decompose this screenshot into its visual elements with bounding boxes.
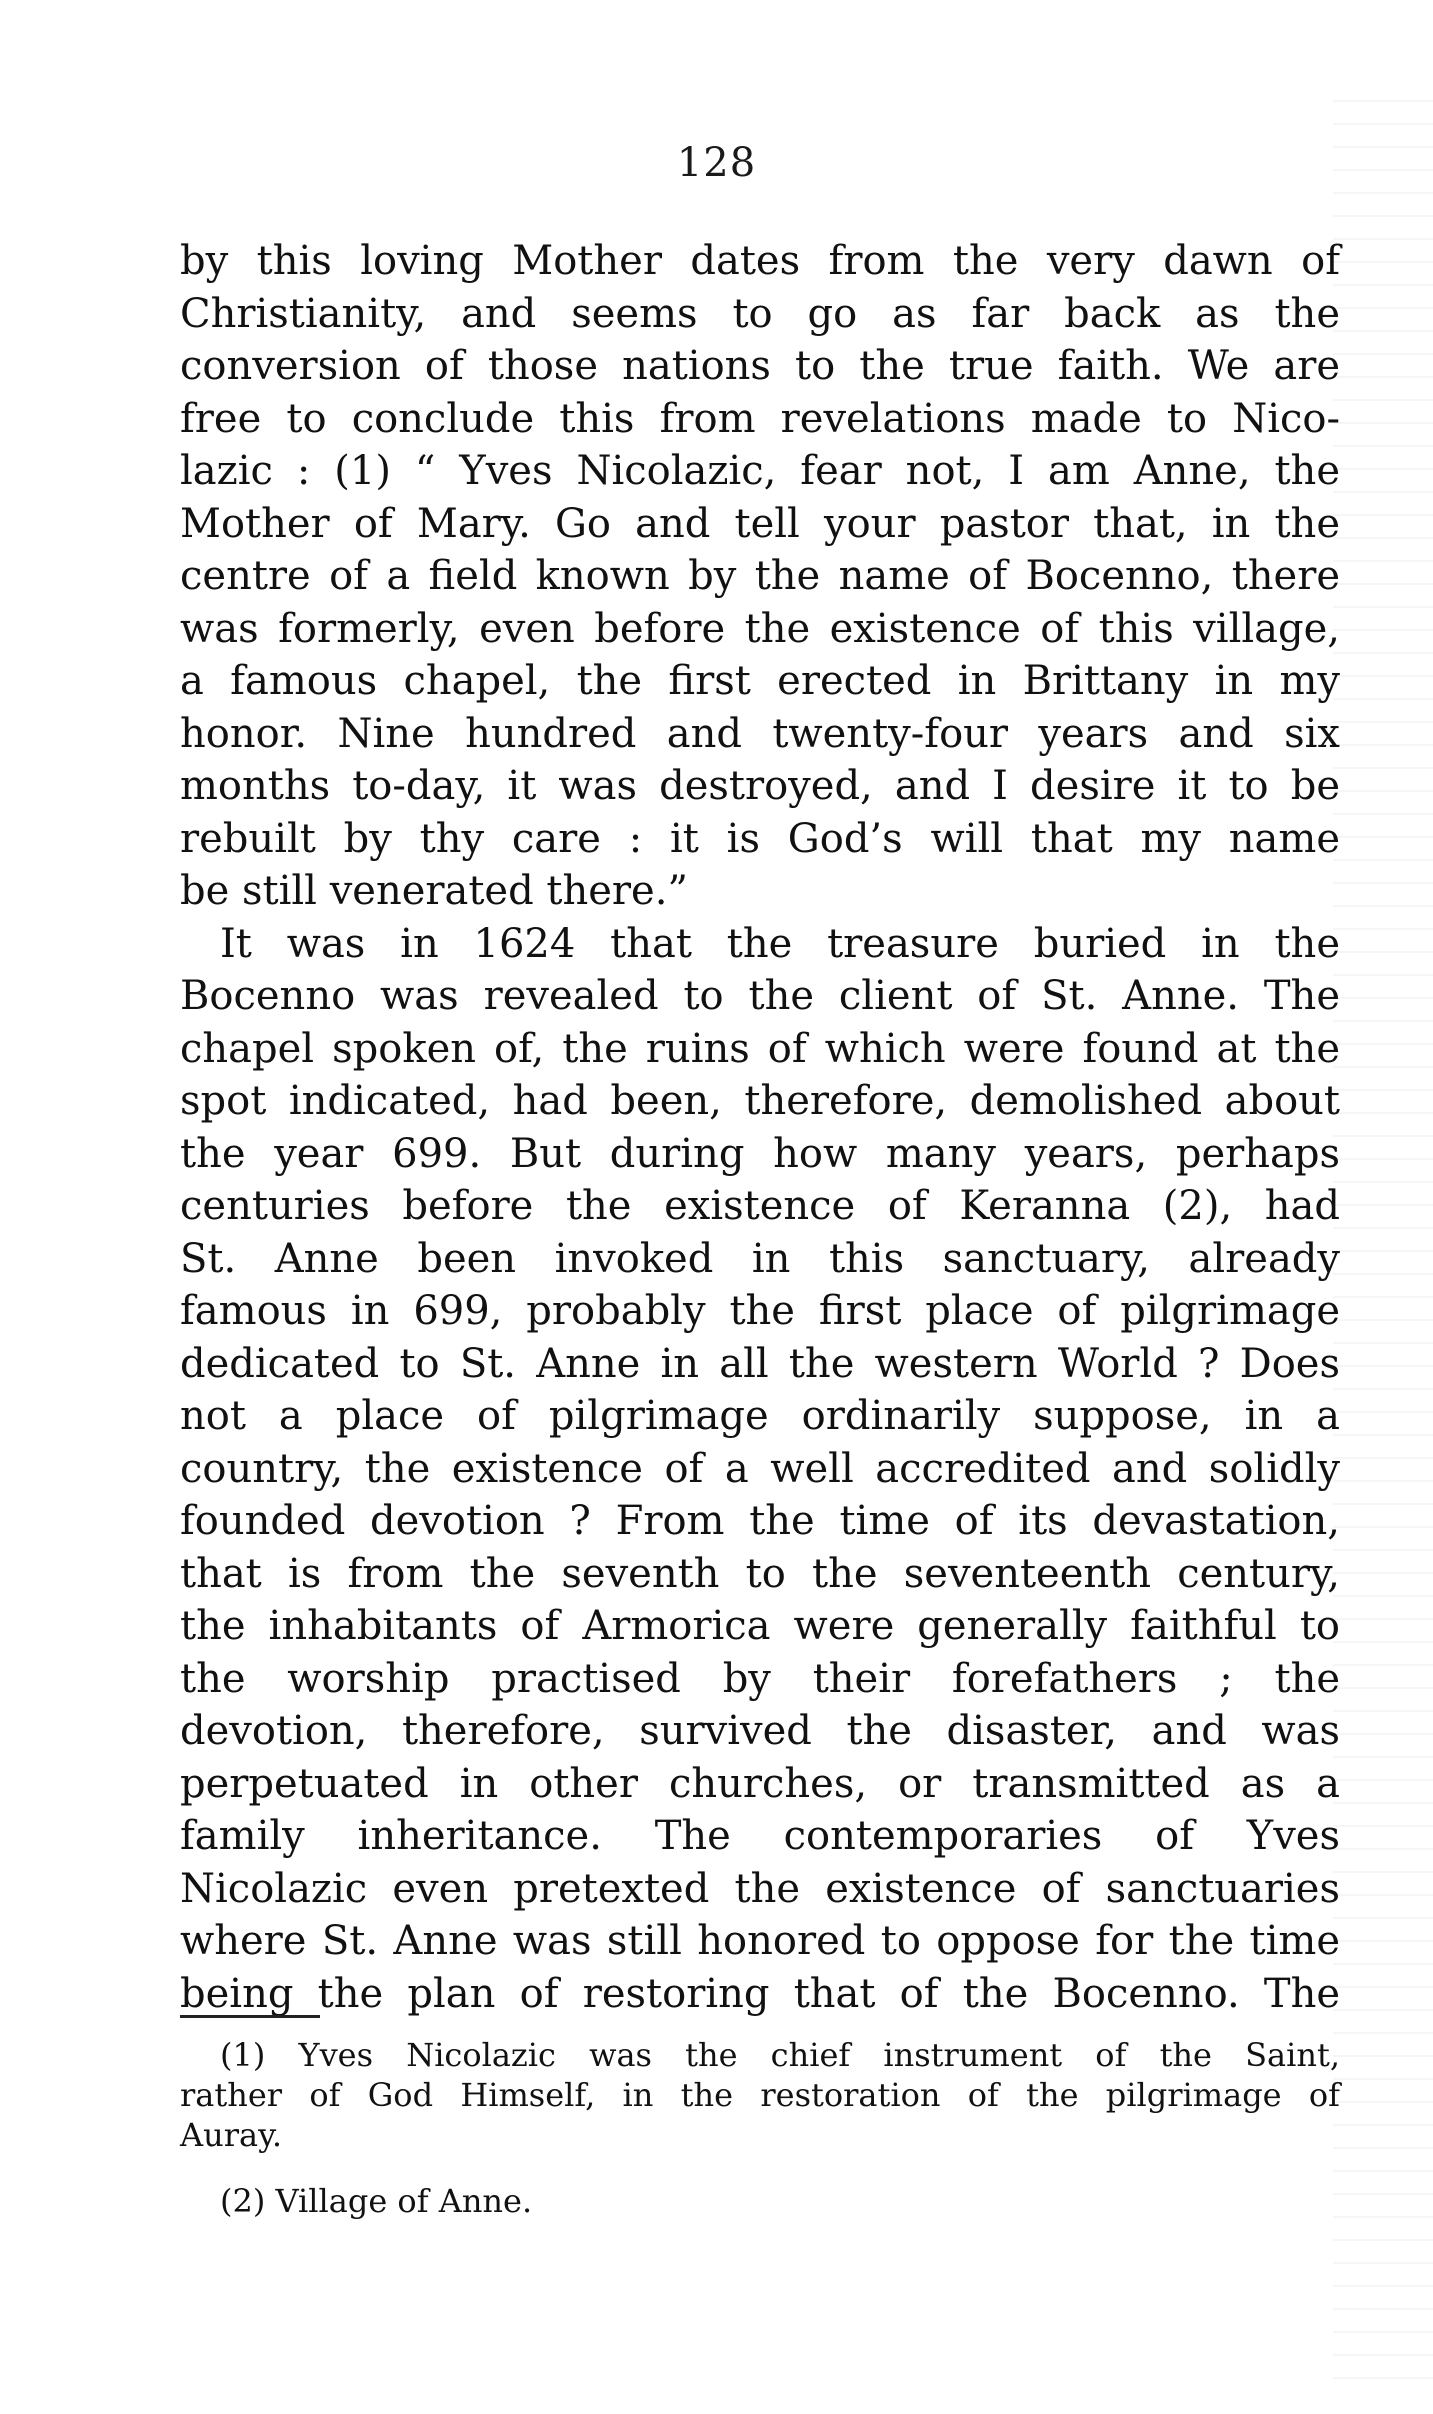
text-line: dedicated to St. Anne in all the western World ? Does <box>180 1340 1340 1387</box>
footnote-2: (2) Village of Anne. <box>220 2182 533 2220</box>
text-line: Bocenno was revealed to the client of St. Anne. The <box>180 973 1340 1019</box>
text-line: perpetuated in other churches, or transmitted as a <box>180 1760 1340 1807</box>
text-line: be still venerated there.” <box>180 868 688 914</box>
text-line: being the plan of restoring that of the Bocenno. The <box>180 1970 1340 2017</box>
text-line: months to-day, it was destroyed, and I desire it to be <box>180 763 1340 809</box>
text-line: where St. Anne was still honored to oppose for the time <box>180 1918 1340 1964</box>
text-line: conversion of those nations to the true faith. We are <box>180 343 1340 389</box>
text-line: by this loving Mother dates from the very dawn of <box>180 238 1340 284</box>
text-line: founded devotion ? From the time of its devastation, <box>180 1498 1340 1544</box>
text-line: lazic : (1) “ Yves Nicolazic, fear not, I am Anne, the <box>180 448 1340 494</box>
footnotes <box>180 2035 1340 2221</box>
text-line: centuries before the existence of Keranna (2), had <box>180 1183 1340 1229</box>
text-line: chapel spoken of, the ruins of which were found at the <box>180 1025 1340 1072</box>
text-line-paragraph-start: It was in 1624 that the treasure buried in the <box>220 920 1340 967</box>
text-line: Mother of Mary. Go and tell your pastor that, in the <box>180 500 1340 547</box>
text-line: rebuilt by thy care : it is God’s will that my name <box>180 815 1340 862</box>
footnote-1-line: rather of God Himself, in the restoration of the pilgrimage of <box>180 2076 1340 2114</box>
text-line: country, the existence of a well accredited and solidly <box>180 1445 1340 1492</box>
footnote-1-line: (1) Yves Nicolazic was the chief instrument of the Saint, <box>220 2036 1340 2074</box>
text-line: the year 699. But during how many years, perhaps <box>180 1130 1340 1177</box>
text-line: a famous chapel, the first erected in Brittany in my <box>180 658 1340 704</box>
text-line: honor. Nine hundred and twenty-four years and six <box>180 710 1340 757</box>
margin-stains <box>1333 100 1433 2400</box>
text-line: family inheritance. The contemporaries of Yves <box>180 1813 1340 1859</box>
text-line: Nicolazic even pretexted the existence of sanctuaries <box>180 1865 1340 1912</box>
text-line: was formerly, even before the existence of this village, <box>180 605 1340 652</box>
footnote-divider <box>180 2015 320 2018</box>
text-line: Christianity, and seems to go as far back as the <box>180 290 1340 337</box>
footnote-1-line: Auray. <box>180 2116 283 2154</box>
text-line: the worship practised by their forefathers ; the <box>180 1655 1340 1702</box>
text-line: St. Anne been invoked in this sanctuary, already <box>180 1235 1340 1282</box>
text-line: that is from the seventh to the seventeenth century, <box>180 1550 1340 1597</box>
page-number: 128 <box>676 140 757 186</box>
body-text <box>180 235 1340 2020</box>
text-line: devotion, therefore, survived the disaster, and was <box>180 1708 1340 1754</box>
text-line: the inhabitants of Armorica were generally faithful to <box>180 1603 1340 1649</box>
text-line: centre of a field known by the name of Bocenno, there <box>180 553 1340 599</box>
text-line: spot indicated, had been, therefore, demolished about <box>180 1078 1340 1124</box>
text-line: not a place of pilgrimage ordinarily suppose, in a <box>180 1393 1340 1439</box>
text-line: famous in 699, probably the first place of pilgrimage <box>180 1288 1340 1334</box>
text-line: free to conclude this from revelations made to Nico- <box>180 395 1340 442</box>
